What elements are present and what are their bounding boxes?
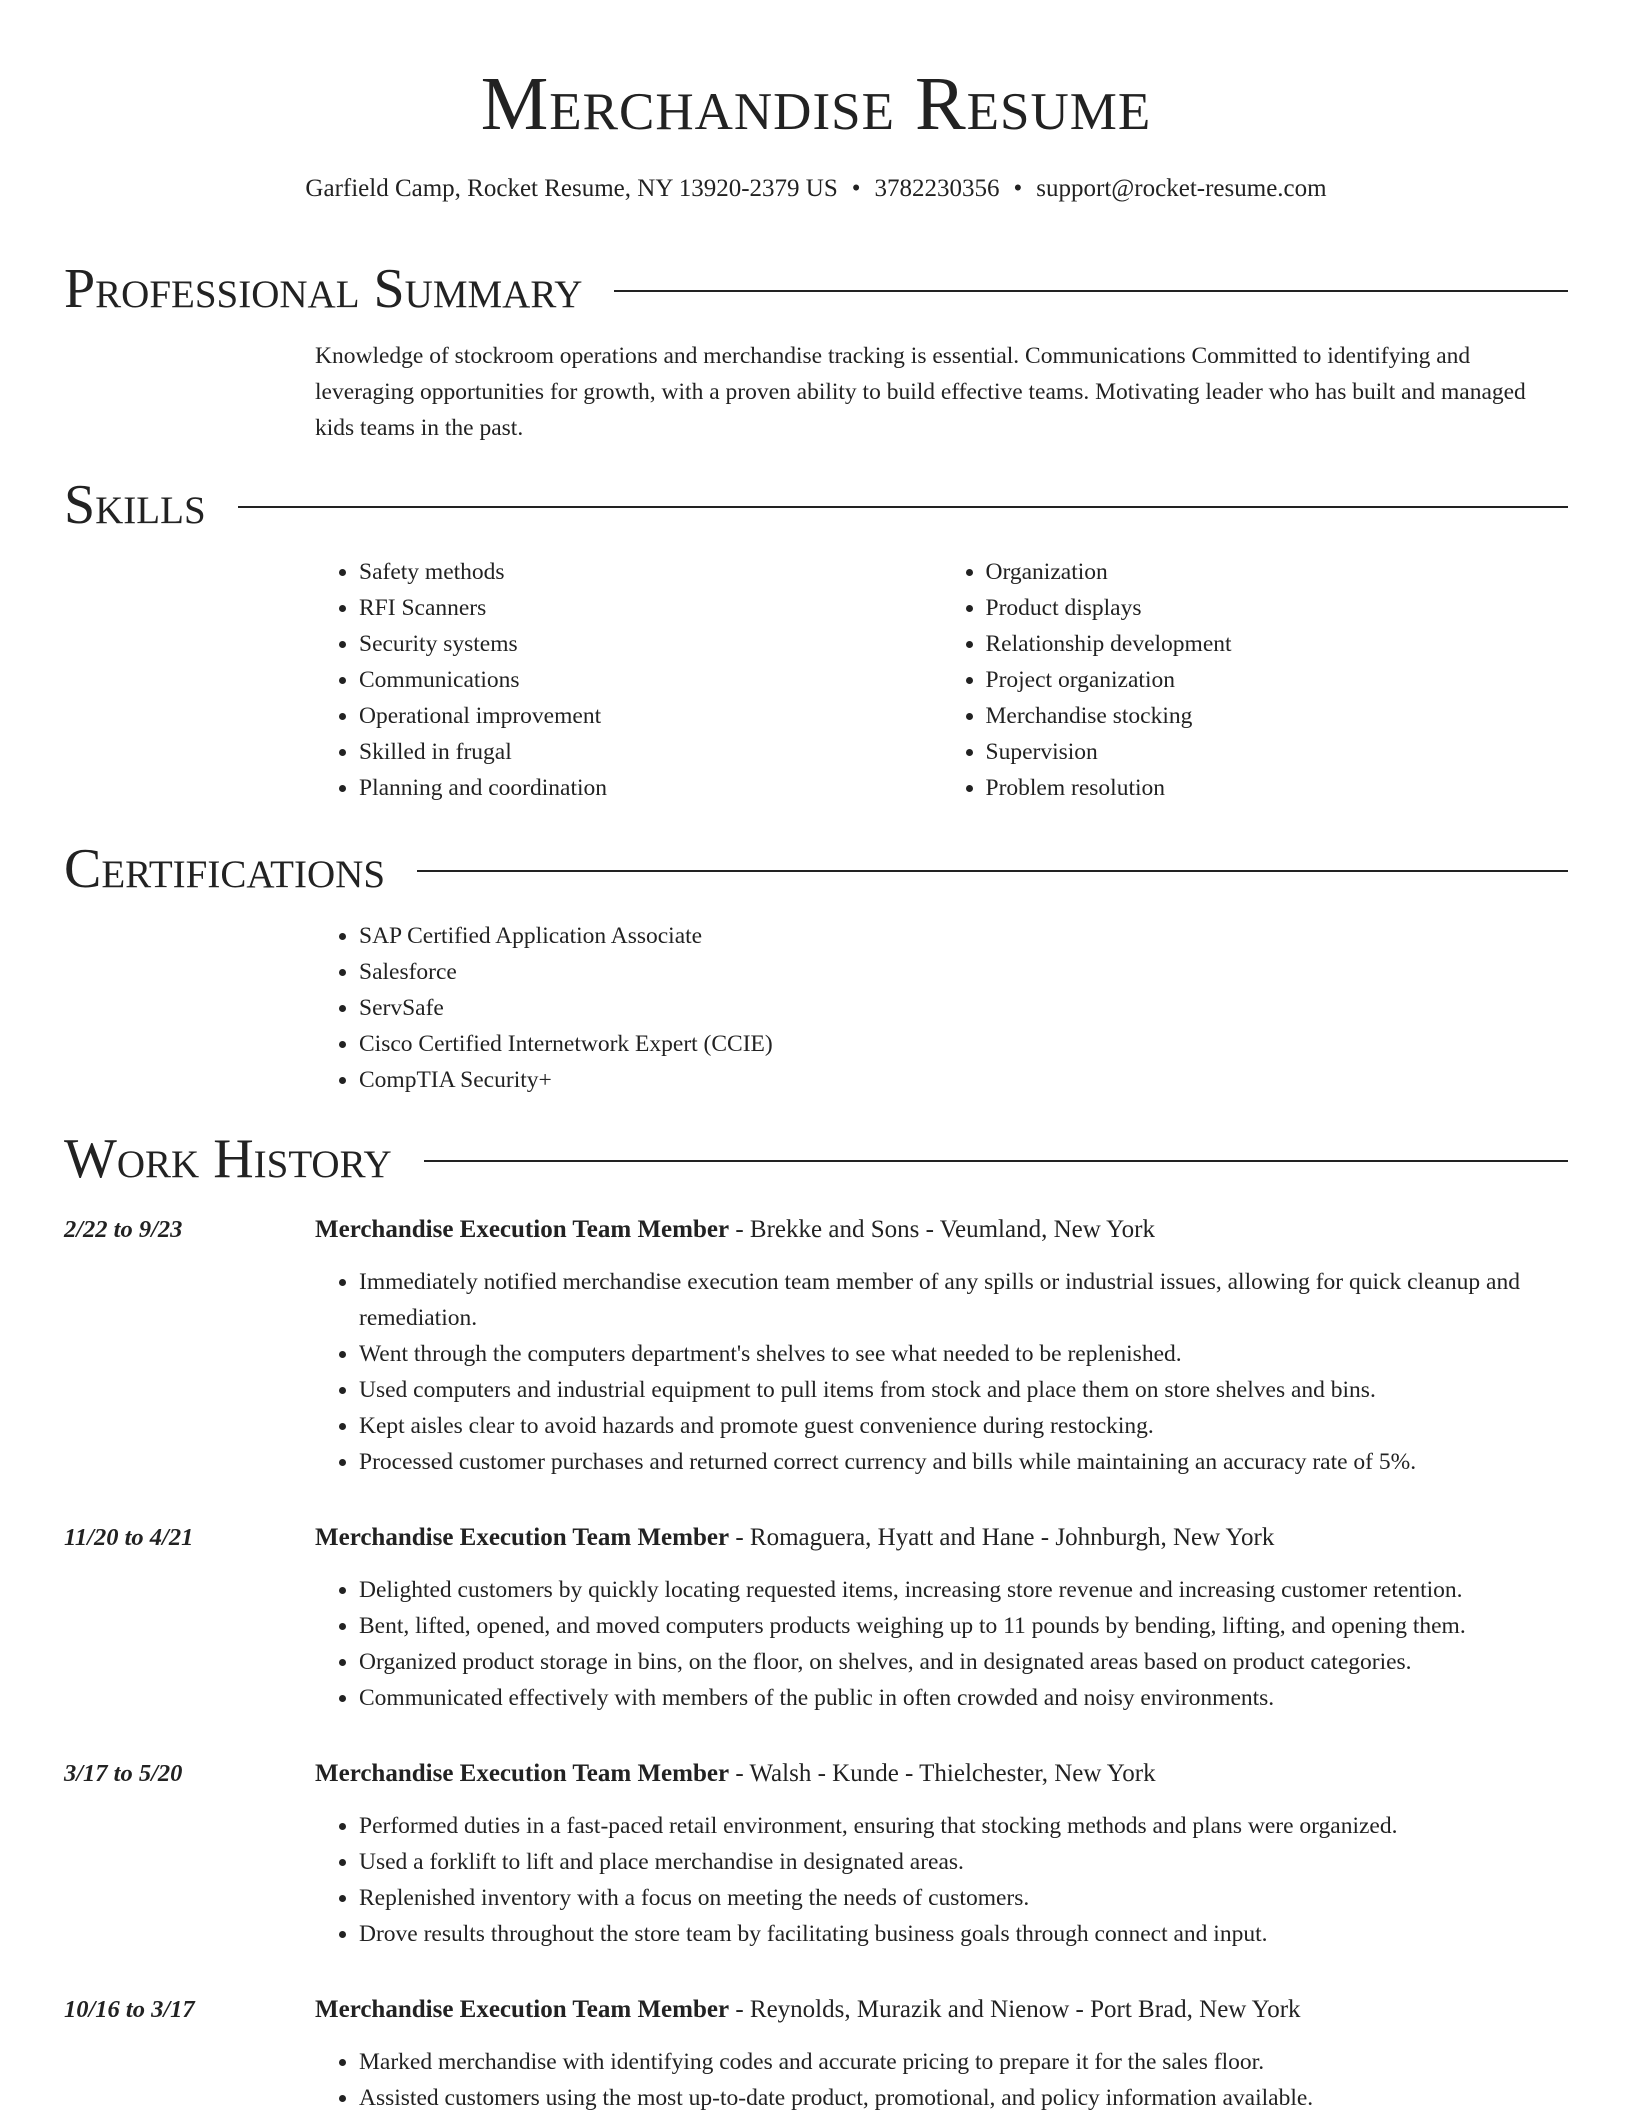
skill-item: • Merchandise stocking: [986, 698, 1569, 734]
contact-phone: 3782230356: [874, 175, 1000, 202]
skill-item: • Relationship development: [986, 626, 1569, 662]
skill-item: • Organization: [986, 554, 1569, 590]
job-bullet: • Went through the computers department's shelves to see what needed to be replenished.: [359, 1336, 1568, 1372]
certifications-list: [315, 918, 1568, 1098]
job-bullet: • Processed customer purchases and returned correct currency and bills while maintaining an accuracy rate of 5%.: [359, 1444, 1568, 1480]
summary-section-header: [64, 256, 1568, 322]
job-details: [315, 1986, 1568, 2116]
section-divider: [238, 506, 1568, 508]
section-divider: [424, 1160, 1568, 1162]
skill-item: • Product displays: [986, 590, 1569, 626]
skill-item: • Security systems: [359, 626, 942, 662]
job-bullet: • Kept aisles clear to avoid hazards and promote guest convenience during restocking.: [359, 1408, 1568, 1444]
contact-separator: •: [851, 175, 861, 202]
skill-item: • Operational improvement: [359, 698, 942, 734]
job-dates: 2/22 to 9/23: [64, 1216, 183, 1243]
contact-email: support@rocket-resume.com: [1036, 175, 1327, 202]
job-bullet: • Delighted customers by quickly locating requested items, increasing store revenue and increasing customer retention.: [359, 1572, 1568, 1608]
job-entry: [64, 1514, 1568, 1716]
section-divider: [614, 290, 1568, 292]
skills-column-right: [942, 554, 1569, 806]
job-entry: [64, 1206, 1568, 1480]
contact-address: Garfield Camp, Rocket Resume, NY 13920-2379 US: [305, 175, 838, 202]
certification-item: • ServSafe: [359, 990, 1568, 1026]
job-bullet: • Used a forklift to lift and place merchandise in designated areas.: [359, 1844, 1568, 1880]
page-title: Merchandise Resume: [480, 62, 1152, 146]
skill-item: • Problem resolution: [986, 770, 1569, 806]
job-dates: 11/20 to 4/21: [64, 1524, 194, 1551]
job-heading: [315, 1514, 1568, 1556]
resume-page: [64, 0, 1568, 2116]
skill-item: • Supervision: [986, 734, 1569, 770]
work-history-section-header: [64, 1126, 1568, 1192]
job-dates: 10/16 to 3/17: [64, 1996, 195, 2023]
skills-column-left: [315, 554, 942, 806]
job-bullets: [315, 1808, 1568, 1952]
job-bullets: [315, 1572, 1568, 1716]
summary-heading: Professional Summary: [64, 258, 583, 320]
job-title: Merchandise Execution Team Member: [315, 1996, 730, 2023]
skills-heading: Skills: [64, 474, 206, 536]
skill-item: • RFI Scanners: [359, 590, 942, 626]
job-bullet: • Organized product storage in bins, on the floor, on shelves, and in designated areas based on product categories.: [359, 1644, 1568, 1680]
job-details: [315, 1206, 1568, 1480]
contact-line: [64, 172, 1568, 206]
job-bullet: • Marked merchandise with identifying codes and accurate pricing to prepare it for the sales floor.: [359, 2044, 1568, 2080]
job-heading: [315, 1206, 1568, 1248]
job-bullets: [315, 2044, 1568, 2116]
job-bullet: • Replenished inventory with a focus on meeting the needs of customers.: [359, 1880, 1568, 1916]
job-bullet: • Assisted customers using the most up-to-date product, promotional, and policy information available.: [359, 2080, 1568, 2116]
job-title: Merchandise Execution Team Member: [315, 1216, 730, 1243]
job-employer: - Walsh - Kunde - Thielchester, New York: [729, 1760, 1156, 1787]
job-dates: 3/17 to 5/20: [64, 1760, 183, 1787]
certification-item: • Salesforce: [359, 954, 1568, 990]
certification-item: • CompTIA Security+: [359, 1062, 1568, 1098]
job-bullet: • Bent, lifted, opened, and moved computers products weighing up to 11 pounds by bending, lifting, and opening them.: [359, 1608, 1568, 1644]
job-bullet: • Communicated effectively with members of the public in often crowded and noisy environments.: [359, 1680, 1568, 1716]
skills-list: [315, 554, 1568, 806]
job-title: Merchandise Execution Team Member: [315, 1524, 730, 1551]
job-bullets: [315, 1264, 1568, 1480]
skills-section-header: [64, 472, 1568, 538]
certification-item: • Cisco Certified Internetwork Expert (CCIE): [359, 1026, 1568, 1062]
certification-item: • SAP Certified Application Associate: [359, 918, 1568, 954]
job-bullet: • Used computers and industrial equipment to pull items from stock and place them on store shelves and bins.: [359, 1372, 1568, 1408]
job-heading: [315, 1750, 1568, 1792]
certifications-heading: Certifications: [64, 838, 386, 900]
section-divider: [417, 870, 1568, 872]
job-title: Merchandise Execution Team Member: [315, 1760, 730, 1787]
skill-item: • Planning and coordination: [359, 770, 942, 806]
work-history-list: [64, 1206, 1568, 2116]
skill-item: • Communications: [359, 662, 942, 698]
job-details: [315, 1750, 1568, 1952]
job-employer: - Reynolds, Murazik and Nienow - Port Brad, New York: [729, 1996, 1301, 2023]
job-employer: - Brekke and Sons - Veumland, New York: [729, 1216, 1155, 1243]
job-heading: [315, 1986, 1568, 2028]
job-employer: - Romaguera, Hyatt and Hane - Johnburgh, New York: [729, 1524, 1275, 1551]
skill-item: • Safety methods: [359, 554, 942, 590]
certifications-section-header: [64, 836, 1568, 902]
job-bullet: • Drove results throughout the store team by facilitating business goals through connect and input.: [359, 1916, 1568, 1952]
work-history-heading: Work History: [64, 1128, 392, 1190]
contact-separator: •: [1013, 175, 1023, 202]
job-details: [315, 1514, 1568, 1716]
job-entry: [64, 1750, 1568, 1952]
summary-text: Knowledge of stockroom operations and merchandise tracking is essential. Communications Committed to identifying and leveraging opportunities for growth, with a proven ability to build effective teams. Motivating leader who has built and managed kids teams in the past.: [315, 343, 1526, 441]
skill-item: • Skilled in frugal: [359, 734, 942, 770]
job-entry: [64, 1986, 1568, 2116]
job-bullet: • Immediately notified merchandise execution team member of any spills or industrial issues, allowing for quick cleanup and remediation.: [359, 1264, 1568, 1336]
job-bullet: • Performed duties in a fast-paced retail environment, ensuring that stocking methods and plans were organized.: [359, 1808, 1568, 1844]
skill-item: • Project organization: [986, 662, 1569, 698]
